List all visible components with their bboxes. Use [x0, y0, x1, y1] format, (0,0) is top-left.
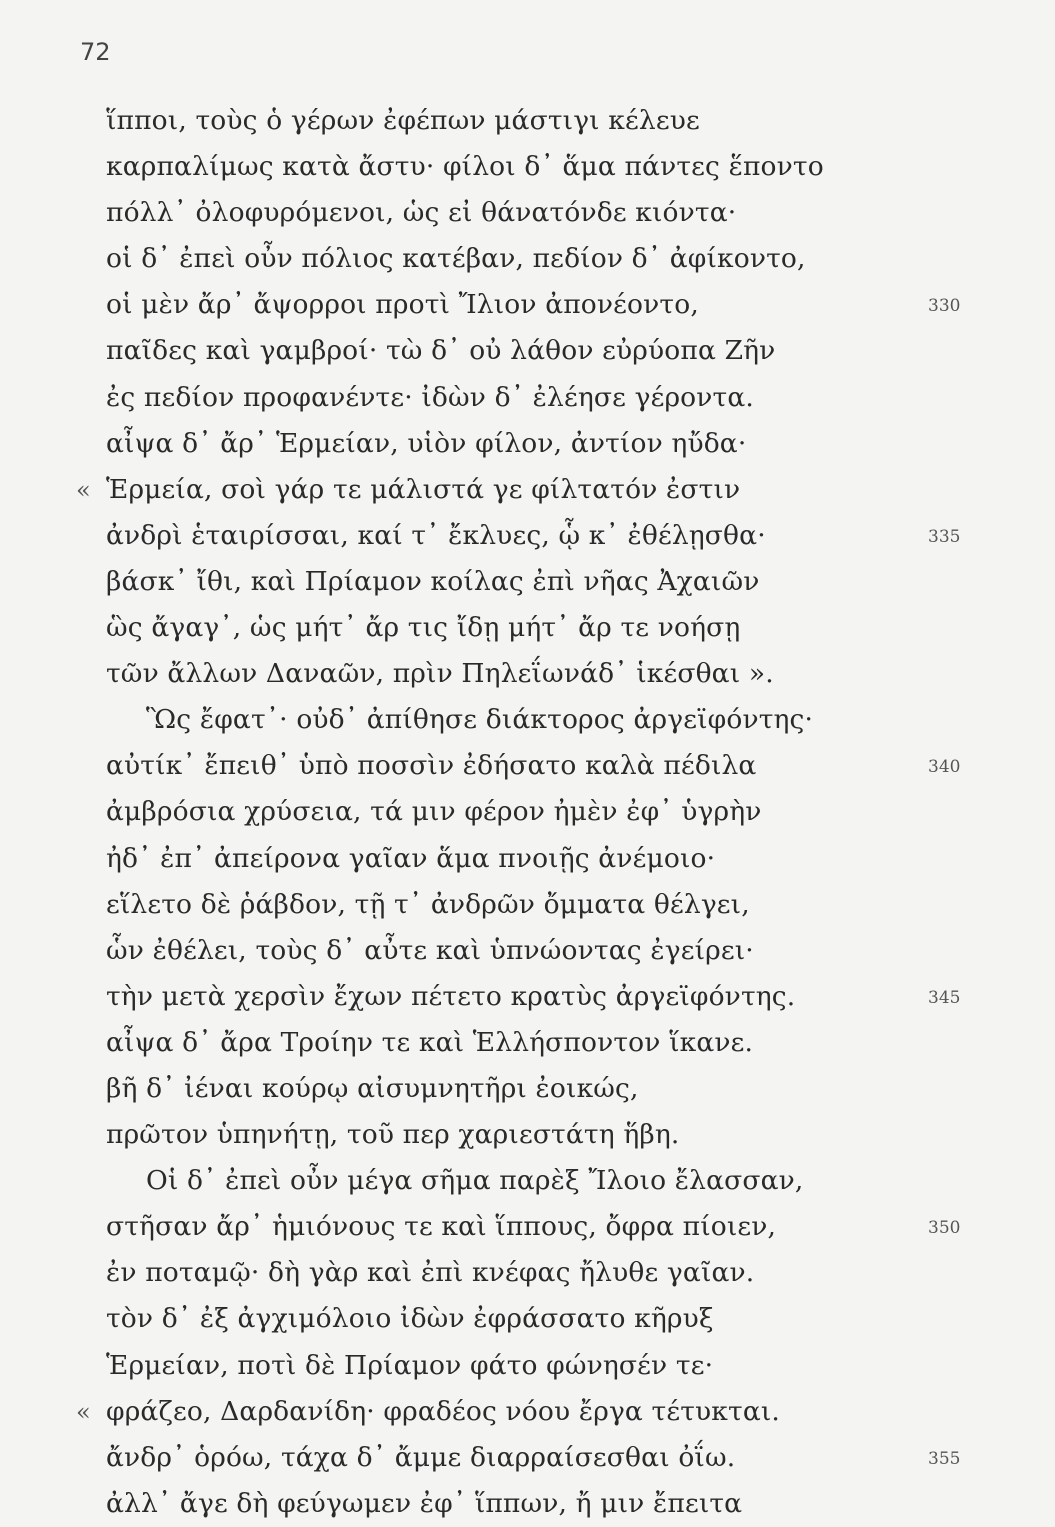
verse-line	[0, 282, 1055, 328]
verse-line	[0, 1020, 1055, 1066]
verse-line	[0, 1204, 1055, 1250]
verse-line	[0, 1389, 1055, 1435]
verse-line	[0, 1066, 1055, 1112]
opening-quote-mark: «	[76, 1397, 91, 1426]
verse-text: βάσκ᾽ ἴθι, καὶ Πρίαμον κοίλας ἐπὶ νῆας Ἀχαιῶν	[106, 565, 760, 597]
verse-line	[0, 1158, 1055, 1204]
verse-text: τὴν μετὰ χερσὶν ἔχων πέτετο κρατὺς ἀργεϊφόντης.	[106, 980, 796, 1012]
verse-line	[0, 836, 1055, 882]
verse-text: ἀλλ᾽ ἄγε δὴ φεύγωμεν ἐφ᾽ ἵππων, ἤ μιν ἔπειτα	[106, 1487, 743, 1519]
verse-line	[0, 697, 1055, 743]
verse-line	[0, 882, 1055, 928]
verse-text: τὸν δ᾽ ἐξ ἀγχιμόλοιο ἰδὼν ἐφράσσατο κῆρυξ	[106, 1303, 714, 1335]
verse-text: ἵπποι, τοὺς ὁ γέρων ἐφέπων μάστιγι κέλευε	[106, 105, 700, 136]
verse-text: ἐς πεδίον προφανέντε· ἰδὼν δ᾽ ἐλέησε γέροντα.	[106, 381, 754, 413]
verse-text: αἶψα δ᾽ ἄρ᾽ Ἑρμείαν, υἱὸν φίλον, ἀντίον ηὔδα·	[106, 427, 747, 459]
verse-line	[0, 144, 1055, 190]
verse-line	[0, 928, 1055, 974]
line-number: 330	[928, 296, 961, 317]
verse-line	[0, 789, 1055, 835]
verse-line	[0, 421, 1055, 467]
verse-line	[0, 1250, 1055, 1296]
verse-text: ὧν ἐθέλει, τοὺς δ᾽ αὖτε καὶ ὑπνώοντας ἐγείρει·	[106, 934, 754, 966]
verse-line	[0, 1343, 1055, 1389]
verse-text: οἱ δ᾽ ἐπεὶ οὖν πόλιος κατέβαν, πεδίον δ᾽ ἀφίκοντο,	[106, 243, 806, 275]
verse-line	[0, 1481, 1055, 1527]
verse-line	[0, 743, 1055, 789]
verse-text: Οἱ δ᾽ ἐπεὶ οὖν μέγα σῆμα παρὲξ Ἴλοιο ἔλασσαν,	[146, 1165, 804, 1197]
verse-text: Ἑρμείαν, ποτὶ δὲ Πρίαμον φάτο φώνησέν τε·	[106, 1349, 714, 1381]
verse-text: εἵλετο δὲ ῥάβδον, τῇ τ᾽ ἀνδρῶν ὄμματα θέλγει,	[106, 888, 750, 920]
verse-block	[0, 98, 1055, 1527]
verse-line	[0, 190, 1055, 236]
verse-text: αὐτίκ᾽ ἔπειθ᾽ ὑπὸ ποσσὶν ἐδήσατο καλὰ πέδιλα	[106, 750, 757, 782]
page-number: 72	[80, 38, 111, 66]
verse-line	[0, 236, 1055, 282]
verse-text: ἠδ᾽ ἐπ᾽ ἀπείρονα γαῖαν ἅμα πνοιῇς ἀνέμοιο·	[106, 842, 716, 874]
verse-text: οἱ μὲν ἄρ᾽ ἄψορροι προτὶ Ἴλιον ἀπονέοντο,	[106, 289, 699, 321]
line-number: 345	[928, 987, 961, 1008]
verse-text: φράζεο, Δαρδανίδη· φραδέος νόου ἔργα τέτυκται.	[106, 1395, 780, 1427]
verse-line	[0, 1296, 1055, 1342]
verse-text: ἄνδρ᾽ ὁρόω, τάχα δ᾽ ἄμμε διαρραίσεσθαι ὀΐω.	[106, 1441, 736, 1473]
verse-text: ἐν ποταμῷ· δὴ γὰρ καὶ ἐπὶ κνέφας ἤλυθε γαῖαν.	[106, 1257, 755, 1289]
verse-line	[0, 1435, 1055, 1481]
verse-text: ἀνδρὶ ἑταιρίσσαι, καί τ᾽ ἔκλυες, ᾧ κ᾽ ἐθέλῃσθα·	[106, 519, 766, 551]
verse-text: βῆ δ᾽ ἰέναι κούρῳ αἰσυμνητῆρι ἐοικώς,	[106, 1072, 639, 1104]
verse-text: τῶν ἄλλων Δαναῶν, πρὶν Πηλεΐωνάδ᾽ ἱκέσθαι ».	[106, 658, 774, 690]
verse-line	[0, 467, 1055, 513]
line-number: 335	[928, 526, 961, 547]
line-number: 355	[928, 1448, 961, 1469]
verse-line	[0, 1112, 1055, 1158]
verse-line	[0, 513, 1055, 559]
verse-line	[0, 559, 1055, 605]
verse-text: καρπαλίμως κατὰ ἄστυ· φίλοι δ᾽ ἅμα πάντες ἕποντο	[106, 151, 824, 183]
verse-text: Ἑρμεία, σοὶ γάρ τε μάλιστά γε φίλτατόν ἐστιν	[106, 473, 741, 505]
verse-text: Ὣς ἔφατ᾽· οὐδ᾽ ἀπίθησε διάκτορος ἀργεϊφόντης·	[146, 704, 814, 736]
verse-text: αἶψα δ᾽ ἄρα Τροίην τε καὶ Ἑλλήσποντον ἵκανε.	[106, 1026, 754, 1058]
verse-text: πρῶτον ὑπηνήτῃ, τοῦ περ χαριεστάτη ἥβη.	[106, 1119, 680, 1151]
verse-line	[0, 605, 1055, 651]
verse-line	[0, 98, 1055, 144]
line-number: 350	[928, 1218, 961, 1239]
opening-quote-mark: «	[76, 475, 91, 504]
verse-text: παῖδες καὶ γαμβροί· τὼ δ᾽ οὐ λάθον εὐρύοπα Ζῆν	[106, 335, 776, 367]
verse-text: ἀμβρόσια χρύσεια, τά μιν φέρον ἠμὲν ἐφ᾽ ὑγρὴν	[106, 796, 762, 828]
line-number: 340	[928, 757, 961, 778]
verse-line	[0, 651, 1055, 697]
verse-text: ὣς ἄγαγ᾽, ὡς μήτ᾽ ἄρ τις ἴδῃ μήτ᾽ ἄρ τε νοήσῃ	[106, 612, 741, 644]
verse-line	[0, 974, 1055, 1020]
verse-text: στῆσαν ἄρ᾽ ἡμιόνους τε καὶ ἵππους, ὄφρα πίοιεν,	[106, 1211, 777, 1243]
verse-line	[0, 328, 1055, 374]
verse-text: πόλλ᾽ ὀλοφυρόμενοι, ὡς εἰ θάνατόνδε κιόντα·	[106, 197, 737, 229]
verse-line	[0, 375, 1055, 421]
